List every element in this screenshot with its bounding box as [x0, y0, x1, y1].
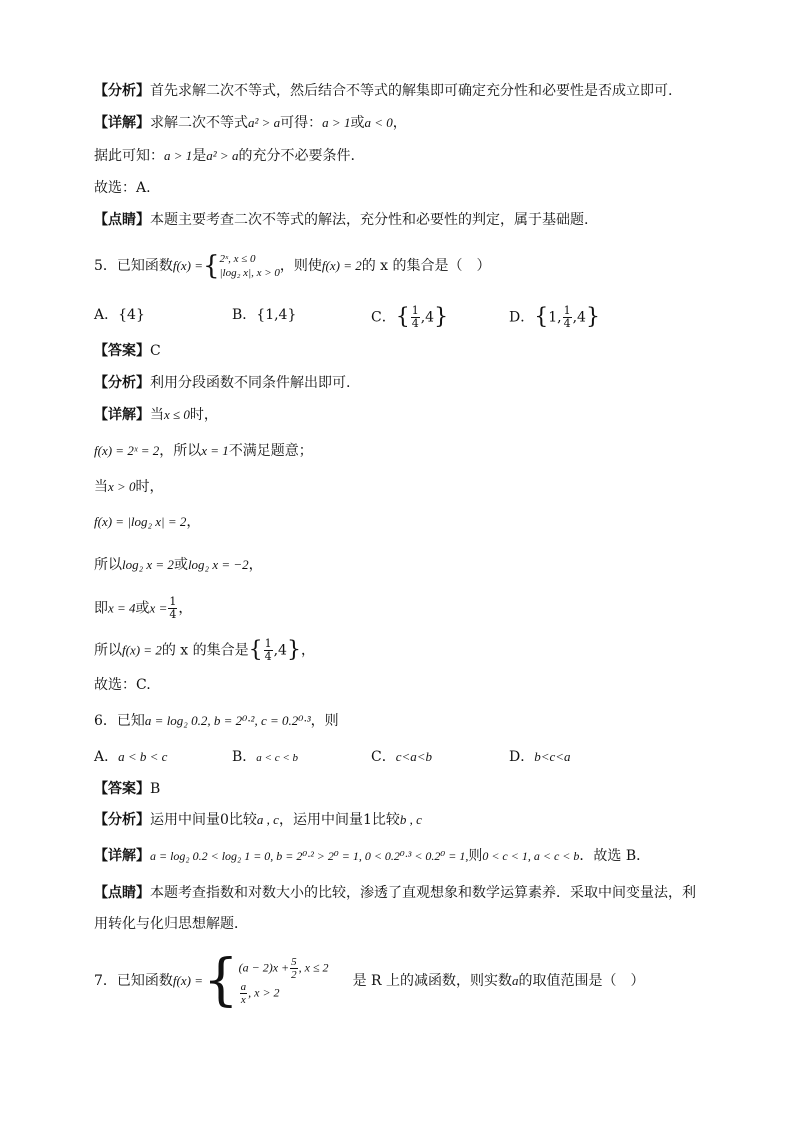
q5-opt-d-frac: [563, 305, 572, 330]
q6-opt-d-label: D．: [509, 749, 535, 765]
q5-d3-post: 时，: [135, 479, 164, 495]
q5-d1-post: 时，: [189, 407, 218, 423]
q5-d6-or: 或: [135, 600, 150, 617]
q5-detail-line6: [94, 596, 192, 621]
q4-choice: 故选：A.: [94, 180, 151, 196]
q4-detail-prefix: 求解二次不等式: [150, 115, 248, 131]
q5-d7-mid: 的 x 的集合是: [161, 642, 249, 659]
q5-d1-pre: 当: [150, 407, 164, 423]
answer-tag: 【答案】: [94, 343, 150, 359]
q5-answer-line: [94, 341, 161, 361]
q5-opt-d-label: D．: [509, 309, 535, 326]
q5-opt-d-pre: 1,: [548, 309, 562, 326]
q7-stem: [94, 946, 645, 1016]
q7-case1-pre: (a − 2)x +: [238, 960, 290, 975]
q6-opt-c-label: C．: [371, 749, 396, 765]
q5-stem-mid: ，则使: [279, 258, 322, 274]
q4-detail-end: ，: [392, 115, 407, 131]
q4-comment-line: [94, 210, 588, 230]
q4-line2-is: 是: [192, 148, 207, 164]
q6-detail-end: ．故选 B．: [579, 848, 651, 864]
q6-an-one: 1: [362, 812, 372, 828]
q6-opt-b-label: B．: [232, 749, 257, 765]
q6-comment-line2: 用转化与化归思想解题．: [94, 916, 248, 932]
q6-an-zero: 0: [220, 812, 229, 828]
q7-case1-den: 2: [291, 969, 297, 981]
q6-an-mid3: 比较: [371, 812, 400, 828]
q5-d7-end: ，: [300, 642, 315, 659]
q5-d7-rest: ,4: [273, 642, 287, 659]
q5-opt-c-num: 1: [411, 304, 419, 317]
detail-tag: 【详解】: [94, 848, 150, 864]
q6-an-mid2: ，运用中间量: [278, 812, 363, 828]
q4-analysis-text: 首先求解二次不等式，然后结合不等式的解集即可确定充分性和必要性是否成立即可.: [150, 83, 673, 99]
q6-opt-d-val: b<c<a: [534, 749, 571, 764]
answer-tag: 【答案】: [94, 781, 150, 797]
q6-an-ac: a , c: [256, 812, 279, 827]
q5-d6-end: ，: [178, 600, 193, 617]
q4-or: 或: [350, 115, 365, 131]
q5-choice: 故选：C.: [94, 677, 151, 693]
q7-case2-den: x: [240, 994, 246, 1006]
q5-answer: C: [150, 343, 161, 359]
q4-line2-b: a² > a: [206, 148, 239, 163]
q5-d5-or: 或: [173, 557, 188, 573]
q5-detail-line2: [94, 441, 313, 461]
q7-case2-frac: [240, 981, 248, 1006]
q4-comment-text: 本题主要考查二次不等式的解法，充分性和必要性的判定，属于基础题.: [150, 212, 589, 228]
q5-d7-rbrace: }: [286, 637, 301, 663]
q5-piecewise: [220, 252, 280, 280]
q5-detail-line7: [94, 638, 315, 663]
q5-d2-x: x = 1: [201, 443, 229, 458]
q5-d5-end: ，: [248, 557, 263, 573]
q4-sol2: a < 0: [364, 115, 393, 130]
q5-analysis-text: 利用分段函数不同条件解出即可.: [150, 375, 351, 391]
q5-detail-line3: [94, 477, 164, 497]
q5-d7-num: 1: [264, 637, 272, 650]
q5-d7-frac: [264, 638, 273, 663]
comment-tag: 【点睛】: [94, 885, 150, 901]
q5-d6-pre: 即: [94, 600, 108, 617]
q6-stem-end: ，则: [310, 713, 339, 729]
q5-d5-b: log₂ x = −2: [187, 557, 249, 572]
q5-opt-c-den: 4: [411, 317, 419, 330]
q7-case1-num: 5: [291, 956, 297, 968]
q5-d6-den: 4: [169, 608, 177, 621]
q5-option-c: [371, 305, 448, 330]
q6-answer: B: [150, 781, 161, 797]
comment-tag: 【点睛】: [94, 212, 150, 228]
q5-d5-a: log₂ x = 2: [122, 557, 174, 572]
q4-sol1: a > 1: [322, 115, 351, 130]
q4-detail-mid: 可得：: [280, 115, 323, 131]
q6-analysis-line: [94, 810, 422, 830]
q7-stem-end: 是 R 上的减函数，则实数: [352, 973, 513, 989]
q5-case1: 2ˣ, x ≤ 0: [219, 253, 256, 265]
q6-detail-concl: 0 < c < 1, a < c < b: [482, 849, 580, 863]
q7-case2-num: a: [240, 981, 247, 993]
q6-opt-c-val: c<a<b: [395, 749, 433, 764]
q5-option-a: [94, 305, 145, 325]
q7-stem-end2: 的取值范围是（ ）: [518, 973, 645, 989]
q5-opt-d-rest: ,4: [572, 309, 586, 326]
q6-detail-math: a = log₂ 0.2 < log₂ 1 = 0, b = 2⁰·² > 2⁰ = 1, 0 < 0.2⁰·³ < 0.2⁰ = 1,: [150, 849, 469, 863]
q5-d1-cond: x ≤ 0: [164, 407, 190, 422]
q5-opt-c-rest: ,4: [420, 309, 435, 326]
q6-stem-math: a = log₂ 0.2, b = 2⁰·², c = 0.2⁰·³: [144, 713, 311, 728]
q6-an-bc: b , c: [399, 812, 422, 827]
q5-opt-a-label: A．: [94, 307, 119, 323]
q5-opt-d-den: 4: [563, 317, 571, 330]
q6-opt-b-val: a < c < b: [256, 752, 299, 764]
q6-detail-line: [94, 846, 650, 866]
q5-case2: |log₂ x|, x > 0: [219, 267, 280, 279]
q6-an-pre: 运用中间量: [150, 812, 220, 828]
q5-d2-math: f(x) = 2ˣ = 2: [94, 443, 160, 458]
q5-opt-a-val: {4}: [118, 307, 145, 323]
q7-case1-frac: [290, 956, 298, 981]
q5-opt-b-label: B．: [232, 307, 257, 323]
q5-d7-cond: f(x) = 2: [122, 642, 162, 658]
q5-brace: {: [202, 251, 220, 281]
q4-ineq: a² > a: [248, 115, 281, 130]
q5-d6-frac: [168, 596, 177, 621]
q6-option-d: [509, 747, 571, 767]
q5-d2-mid: ，所以: [159, 443, 202, 459]
q5-fx: f(x) =: [172, 258, 203, 273]
q5-detail-line4: [94, 512, 200, 532]
detail-tag: 【详解】: [94, 115, 150, 131]
q5-detail-line5: [94, 555, 263, 575]
q6-opt-a-val: a < b < c: [118, 749, 168, 764]
q7-case2-post: , x > 2: [248, 985, 280, 1000]
q7-stem-var: a: [512, 973, 519, 988]
q5-opt-c-rbrace: }: [434, 304, 449, 330]
q6-option-c: [371, 747, 432, 767]
q5-opt-b-val: {1,4}: [256, 307, 297, 323]
q6-comment-1: 本题考查指数和对数大小的比较，渗透了直观想象和数学运算素养．采取中间变量法，利: [150, 885, 696, 901]
q5-d6-a: x = 4: [108, 600, 136, 616]
q5-d3-cond: x > 0: [108, 479, 136, 494]
detail-tag: 【详解】: [94, 407, 150, 423]
q5-detail-line1: [94, 405, 218, 425]
q5-d4-end: ，: [186, 514, 201, 530]
q4-analysis-line: [94, 81, 672, 101]
q5-stem-end: 的 x 的集合是（ ）: [361, 258, 491, 274]
q7-stem-prefix: 7．已知函数: [94, 973, 173, 989]
q5-d5-pre: 所以: [94, 557, 122, 573]
q7-piecewise: [239, 956, 329, 1006]
q5-opt-c-lbrace: {: [395, 304, 410, 330]
q6-detail-then: 则: [468, 848, 483, 864]
q6-comment-line1: [94, 883, 696, 903]
q7-case1: [239, 956, 329, 981]
q6-stem-prefix: 6．已知: [94, 713, 145, 729]
q5-d7-pre: 所以: [94, 642, 122, 659]
q5-opt-d-rbrace: }: [585, 304, 600, 330]
q5-opt-d-num: 1: [563, 304, 571, 317]
q6-option-a: [94, 747, 167, 767]
q5-cond: f(x) = 2: [321, 258, 362, 273]
q7-case2: [239, 981, 329, 1006]
q5-opt-d-lbrace: {: [534, 304, 549, 330]
q5-d2-end: 不满足题意；: [228, 443, 313, 459]
q7-case1-post: , x ≤ 2: [298, 960, 329, 975]
q4-line2: [94, 146, 355, 166]
q5-opt-c-frac: [411, 305, 420, 330]
q6-answer-line: [94, 779, 160, 799]
q4-line2-a: a > 1: [164, 148, 193, 163]
analysis-tag: 【分析】: [94, 375, 150, 391]
q5-option-d: [509, 305, 600, 330]
q6-stem: [94, 711, 339, 731]
analysis-tag: 【分析】: [94, 812, 150, 828]
q7-fx: f(x) =: [172, 973, 203, 988]
q5-analysis-line: [94, 373, 350, 393]
q5-stem-prefix: 5．已知函数: [94, 258, 173, 274]
q5-opt-c-label: C．: [371, 309, 396, 326]
q4-line2-end: 的充分不必要条件.: [238, 148, 355, 164]
q5-option-b: [232, 305, 296, 325]
q6-an-mid: 比较: [228, 812, 257, 828]
q4-detail-line: [94, 113, 407, 133]
q5-d3-pre: 当: [94, 479, 108, 495]
analysis-tag: 【分析】: [94, 83, 150, 99]
q5-d4-math: f(x) = |log₂ x| = 2: [94, 514, 187, 529]
q5-d6-b: x =: [149, 600, 168, 616]
q5-stem: [94, 252, 491, 280]
q4-line2-prefix: 据此可知：: [94, 148, 164, 164]
q5-d7-lbrace: {: [248, 637, 263, 663]
q7-brace: {: [202, 948, 239, 1013]
q5-d7-den: 4: [264, 650, 272, 663]
q6-opt-a-label: A．: [94, 749, 119, 765]
q6-option-b: [232, 747, 298, 768]
q5-d6-num: 1: [169, 595, 177, 608]
